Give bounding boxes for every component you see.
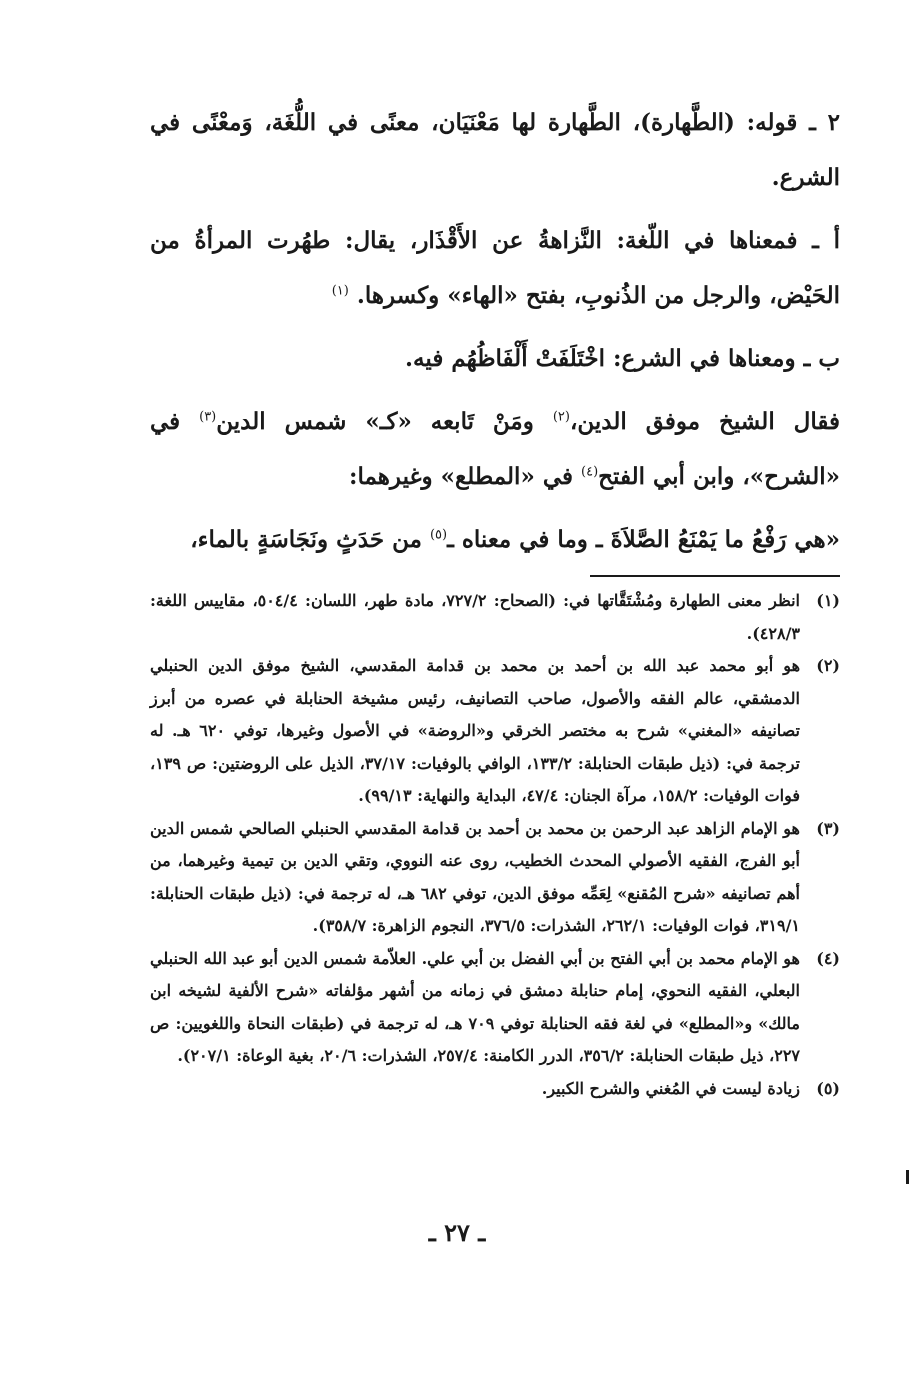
footnote-3 xyxy=(150,813,840,943)
paragraph-2 xyxy=(150,213,840,323)
footnote-2 xyxy=(150,650,840,813)
footnote-4 xyxy=(150,943,840,1073)
footnote-text: هو الإمام الزاهد عبد الرحمن بن محمد بن أحمد بن قدامة المقدسي الحنبلي الصالحي شمس الدين أبو الفرج، الفقيه الأصولي المحدث الخطيب، روى عنه النووي، وتقي الدين بن تيمية وغيرهما، من أهم تصانيفه «شرح المُقنع» لِعَمِّه موفق الدين، توفي ٦٨٢ هـ، له ترجمة في: (ذيل طبقات الحنابلة: ٣١٩/١، فوات الوفيات: ٢٦٢/١، الشذرات: ٣٧٦/٥، النجوم الزاهرة: ٣٥٨/٧). xyxy=(150,818,800,935)
footnote-1 xyxy=(150,585,840,650)
footnote-text: هو أبو محمد عبد الله بن أحمد بن محمد بن قدامة المقدسي، الشيخ موفق الدين الحنبلي الدمشقي، عالم الفقه والأصول، صاحب التصانيف، رئيس مشيخة الحنابلة في عصره من أبرز تصانيفه «المغني» شرح به مختصر الخرقي و«الروضة» في الأصول وغيرها، توفي ٦٢٠ هـ. له ترجمة في: (ذيل طبقات الحنابلة: ١٣٣/٢، الوافي بالوفيات: ٣٧/١٧، الذيل على الروضتين: ص ١٣٩، فوات الوفيات: ١٥٨/٢، مرآة الجنان: ٤٧/٤، البداية والنهاية: ٩٩/١٣). xyxy=(150,656,801,805)
footnote-number: (٣) xyxy=(816,818,840,838)
footnote-ref-2[interactable]: (٢) xyxy=(552,409,570,425)
paragraph-1 xyxy=(150,95,840,205)
paragraph-4-text-b: ومَنْ تَابعه «كـ» شمس الدين xyxy=(216,408,534,435)
paragraph-5-text-a: «هي رَفْعُ ما يَمْنَعُ الصَّلاَةَ ـ وما في معناه ـ xyxy=(447,526,840,553)
paragraph-5-text-b: من حَدَثٍ ونَجَاسَةٍ بالماء، xyxy=(190,526,422,553)
paragraph-1-text: ٢ ـ قوله: (الطَّهارة)، الطَّهارة لها مَعْنَيَان، معنًى في اللُّغَة، وَمعْنًى في الشرع. xyxy=(150,109,840,191)
page-number: ـ ٢٧ ـ xyxy=(428,1218,486,1247)
footnote-text: زيادة ليست في المُغني والشرح الكبير. xyxy=(541,1078,800,1098)
footnote-number: (١) xyxy=(816,591,840,610)
footnote-ref-5[interactable]: (٥) xyxy=(429,527,448,543)
footnote-ref-3[interactable]: (٣) xyxy=(199,409,217,425)
paragraph-4-text-a: فقال الشيخ موفق الدين، xyxy=(569,408,840,435)
footnote-number: (٥) xyxy=(816,1078,840,1098)
footnote-separator xyxy=(590,575,840,577)
paragraph-5 xyxy=(150,512,840,567)
paragraph-3 xyxy=(150,331,840,386)
paragraph-2-text: أ ـ فمعناها في اللّغة: النَّزاهةُ عن الأَقْذَار، يقال: طهُرت المرأةُ من الحَيْض، والرجل من الذُنوبِ، بفتح «الهاء» وكسرها. xyxy=(150,227,840,309)
footnote-text: انظر معنى الطهارة ومُشْتَقَّاتها في: (الصحاح: ٧٢٧/٢، مادة طهر، اللسان: ٥٠٤/٤، مقاييس اللغة: ٤٢٨/٣). xyxy=(150,591,800,643)
footnote-ref-4[interactable]: (٤) xyxy=(581,464,599,480)
footnote-number: (٢) xyxy=(816,656,840,675)
footnote-5 xyxy=(150,1073,840,1106)
footnote-text: هو الإمام محمد بن أبي الفتح بن أبي الفضل بن أبي علي. العلاّمة شمس الدين أبو عبد الله الحنبلي البعلي، الفقيه النحوي، إمام حنابلة دمشق في زمانه من أشهر مؤلفاته «شرح الألفية لشيخه ابن مالك» و«المطلع» في لغة فقه الحنابلة توفي ٧٠٩ هـ، له ترجمة في (طبقات النحاة واللغويين: ص ٢٢٧، ذيل طبقات الحنابلة: ٣٥٦/٢، الدرر الكامنة: ٢٥٧/٤، الشذرات: ٢٠/٦، بغية الوعاة: ٢٠٧/١). xyxy=(150,948,800,1065)
paragraph-4 xyxy=(150,394,840,504)
footnote-number: (٤) xyxy=(816,948,840,968)
paragraph-3-text: ب ـ ومعناها في الشرع: اخْتَلَفَتْ أَلْفَاظُهُم فيه. xyxy=(405,345,840,372)
footnotes xyxy=(150,585,840,1105)
paragraph-4-text-c: في «الشرح»، وابن أبي الفتح xyxy=(150,408,840,490)
footnote-ref-1[interactable]: (١) xyxy=(331,283,349,299)
paragraph-4-text-d: في «المطلع» وغيرهما: xyxy=(348,463,573,490)
main-text xyxy=(150,95,840,573)
scan-edge-mark xyxy=(906,1170,909,1184)
